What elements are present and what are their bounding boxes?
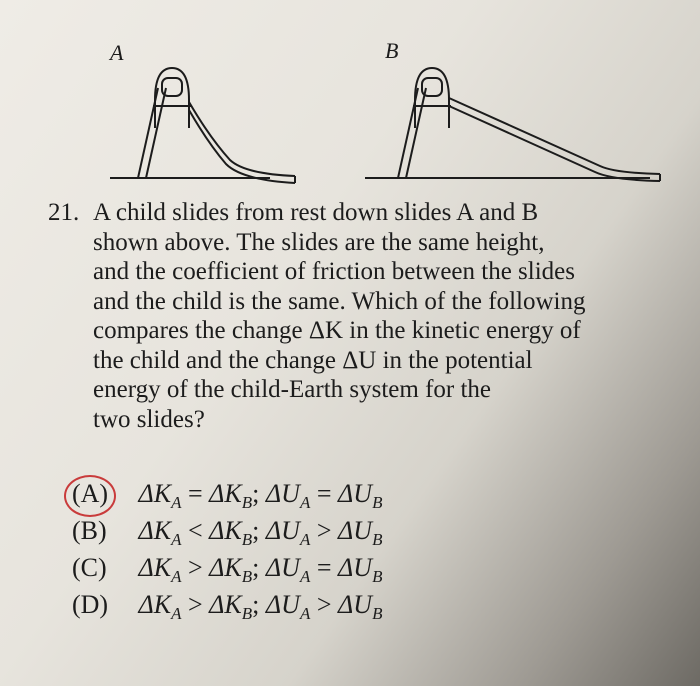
slide-a-drawing bbox=[110, 68, 295, 183]
slides-figure bbox=[60, 28, 670, 193]
question-line: and the child is the same. Which of the following bbox=[93, 287, 586, 315]
option-letter: (B) bbox=[72, 516, 107, 545]
answer-options bbox=[72, 475, 592, 623]
selection-circle bbox=[64, 475, 116, 517]
slide-b-drawing bbox=[365, 68, 660, 181]
question-line: shown above. The slides are the same height, bbox=[93, 228, 545, 256]
question-line: two slides? bbox=[93, 405, 205, 433]
option-expression: $\Delta K_A > \Delta K_B$; $\Delta U_A = \Delta U_B$ bbox=[138, 553, 383, 586]
option-c[interactable] bbox=[72, 549, 592, 586]
option-b[interactable] bbox=[72, 512, 592, 549]
option-expression: $\Delta K_A > \Delta K_B$; $\Delta U_A > \Delta U_B$ bbox=[138, 590, 383, 623]
question-line: the child and the change ΔU in the potential bbox=[93, 346, 533, 374]
question-line: compares the change ΔK in the kinetic energy of bbox=[93, 317, 581, 344]
slide-a-label: A bbox=[110, 40, 124, 65]
option-expression: $\Delta K_A < \Delta K_B$; $\Delta U_A > \Delta U_B$ bbox=[138, 516, 383, 549]
option-expression: $\Delta K_A = \Delta K_B$; $\Delta U_A = \Delta U_B$ bbox=[138, 479, 383, 512]
option-letter: (D) bbox=[72, 590, 109, 619]
question-line: A child slides from rest down slides A and B bbox=[93, 199, 539, 226]
question-number: 21. bbox=[48, 199, 80, 226]
option-letter: (A) bbox=[72, 475, 132, 512]
question-line: and the coefficient of friction between the slides bbox=[93, 258, 575, 285]
option-letter: (C) bbox=[72, 553, 107, 582]
question-text bbox=[93, 198, 683, 434]
option-d[interactable] bbox=[72, 586, 592, 623]
slide-b-label: B bbox=[385, 38, 399, 63]
slides-drawing bbox=[60, 28, 670, 193]
option-a[interactable] bbox=[72, 475, 592, 512]
question-line: energy of the child-Earth system for the bbox=[93, 376, 492, 403]
